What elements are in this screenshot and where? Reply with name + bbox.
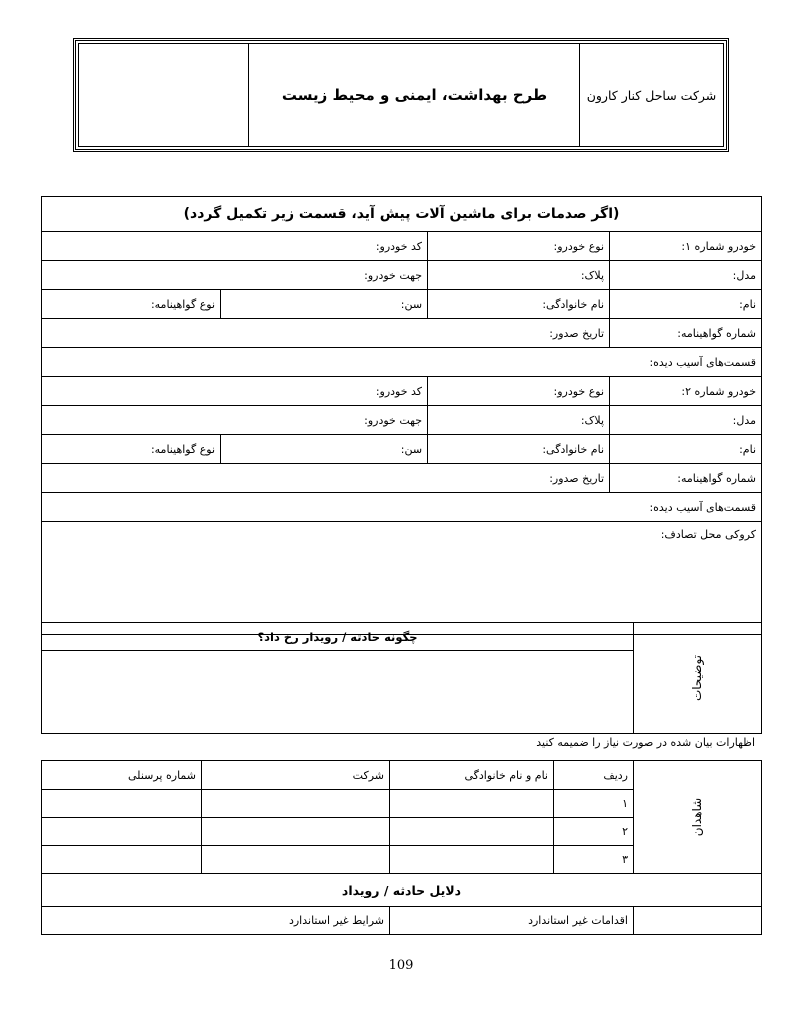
statement-note: اظهارات بیان شده در صورت نیاز را ضمیمه کنید [536, 736, 755, 749]
column-header-name: نام و نام خانوادگی [390, 761, 554, 790]
vehicle1-type-field[interactable]: نوع خودرو: [428, 232, 610, 261]
accident-sketch-area[interactable]: کروکی محل تصادف: [42, 522, 762, 635]
column-header-row: ردیف [554, 761, 634, 790]
vehicle1-label: خودرو شماره ۱: [610, 232, 762, 261]
how-answer-field[interactable] [42, 651, 634, 734]
vehicle1-code-field[interactable]: کد خودرو: [42, 232, 428, 261]
vehicle2-license-type-field[interactable]: نوع گواهینامه: [42, 435, 221, 464]
header-logo-cell [79, 44, 248, 146]
form-heading: (اگر صدمات برای ماشین آلات پیش آید، قسمت زیر تکمیل گردد) [42, 197, 762, 232]
page-number: 109 [388, 958, 414, 973]
witness-name-field[interactable] [390, 818, 554, 846]
witness-company-field[interactable] [202, 846, 390, 874]
row-number: ۱ [554, 790, 634, 818]
vehicle2-age-field[interactable]: سن: [221, 435, 428, 464]
vehicle2-name-field[interactable]: نام: [610, 435, 762, 464]
row-number: ۳ [554, 846, 634, 874]
vehicle1-direction-field[interactable]: جهت خودرو: [42, 261, 428, 290]
witness-personnel-field[interactable] [42, 790, 202, 818]
witnesses-label: شاهدان [634, 761, 762, 874]
vehicle1-family-field[interactable]: نام خانوادگی: [428, 290, 610, 319]
company-name: شرکت ساحل کنار کارون [586, 87, 717, 103]
witness-name-field[interactable] [390, 846, 554, 874]
vehicle1-issue-date-field[interactable]: تاریخ صدور: [42, 319, 610, 348]
vehicle1-damaged-parts-field[interactable]: قسمت‌های آسیب دیده: [42, 348, 762, 377]
vehicle1-name-field[interactable]: نام: [610, 290, 762, 319]
header-company-cell [579, 44, 723, 146]
unsafe-conditions-field[interactable]: شرایط غیر استاندارد [42, 907, 390, 935]
row-number: ۲ [554, 818, 634, 846]
vehicle1-age-field[interactable]: سن: [221, 290, 428, 319]
vehicle1-model-field[interactable]: مدل: [610, 261, 762, 290]
vehicle2-family-field[interactable]: نام خانوادگی: [428, 435, 610, 464]
vehicle-damage-form [41, 196, 762, 635]
page-title: طرح بهداشت، ایمنی و محیط زیست [281, 86, 548, 104]
document-header [73, 38, 729, 152]
column-header-company: شرکت [202, 761, 390, 790]
vehicle2-label: خودرو شماره ۲: [610, 377, 762, 406]
column-header-personnel-no: شماره پرسنلی [42, 761, 202, 790]
vehicle2-direction-field[interactable]: جهت خودرو: [42, 406, 428, 435]
witness-company-field[interactable] [202, 790, 390, 818]
witness-personnel-field[interactable] [42, 818, 202, 846]
witness-personnel-field[interactable] [42, 846, 202, 874]
vehicle2-type-field[interactable]: نوع خودرو: [428, 377, 610, 406]
vehicle2-issue-date-field[interactable]: تاریخ صدور: [42, 464, 610, 493]
how-question: چگونه حادثه / رویدار رخ داد؟ [42, 623, 634, 651]
witness-company-field[interactable] [202, 818, 390, 846]
vehicle1-license-no-field[interactable]: شماره گواهینامه: [610, 319, 762, 348]
vehicle2-code-field[interactable]: کد خودرو: [42, 377, 428, 406]
vehicle1-license-type-field[interactable]: نوع گواهینامه: [42, 290, 221, 319]
witnesses-table [41, 760, 762, 935]
description-block [41, 622, 762, 734]
header-title-cell [248, 44, 580, 146]
reasons-heading: دلایل حادثه / رویداد [42, 874, 762, 907]
reasons-spacer [634, 907, 762, 935]
vehicle2-model-field[interactable]: مدل: [610, 406, 762, 435]
explanations-label: توضیحات [634, 623, 762, 734]
witness-name-field[interactable] [390, 790, 554, 818]
unsafe-acts-field[interactable]: اقدامات غیر استاندارد [390, 907, 634, 935]
vehicle2-plate-field[interactable]: پلاک: [428, 406, 610, 435]
vehicle1-plate-field[interactable]: پلاک: [428, 261, 610, 290]
vehicle2-damaged-parts-field[interactable]: قسمت‌های آسیب دیده: [42, 493, 762, 522]
vehicle2-license-no-field[interactable]: شماره گواهینامه: [610, 464, 762, 493]
